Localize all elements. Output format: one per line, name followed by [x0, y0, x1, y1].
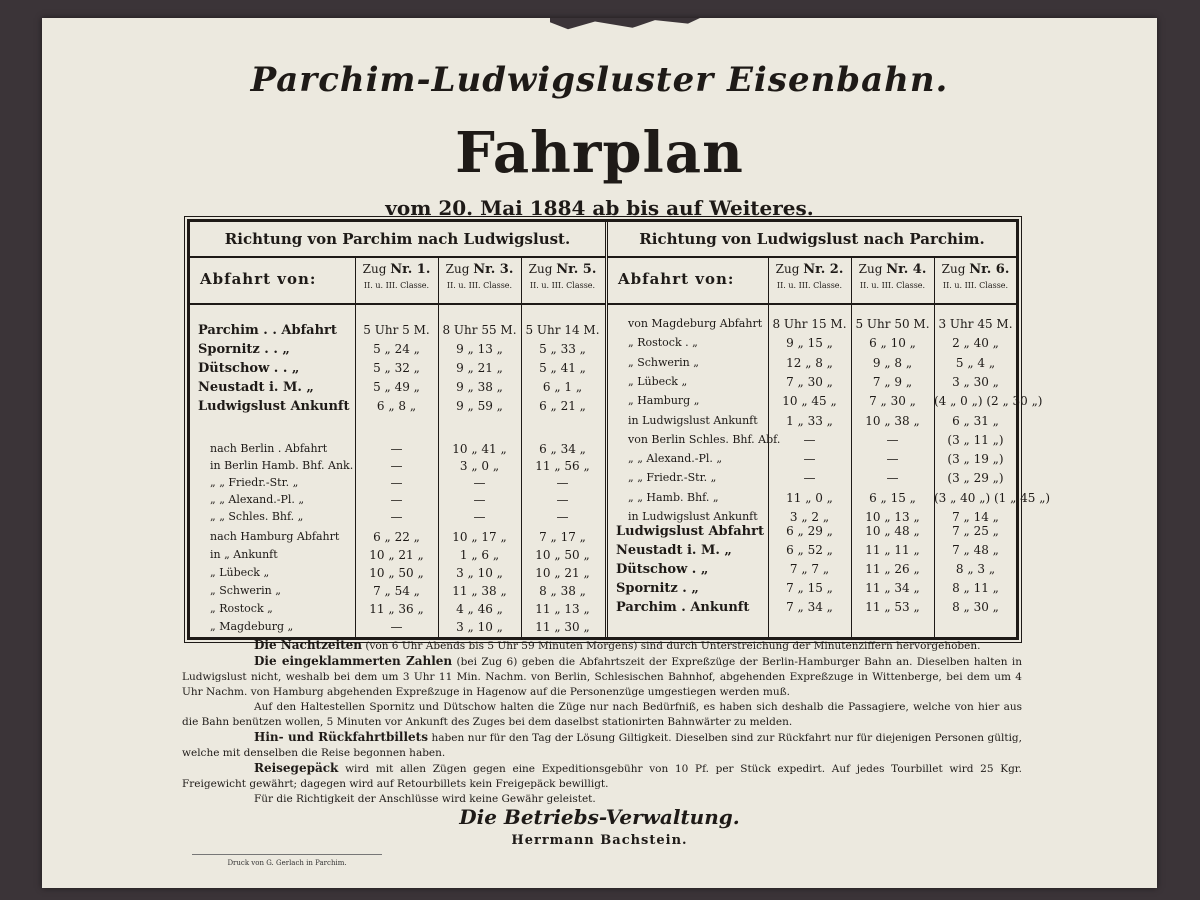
- time-cell: (3 „ 40 „) (1 „ 45 „): [934, 490, 1051, 505]
- right-timetable: [608, 222, 1051, 637]
- time-cell: 2 „ 40 „: [952, 336, 999, 351]
- abfahrt-label: Abfahrt von:: [618, 270, 735, 288]
- time-cell: 6 „ 52 „: [786, 543, 833, 557]
- station-label: „ „ Friedr.-Str. „: [628, 471, 717, 485]
- zug-label: Zug: [362, 262, 387, 276]
- station-label: von Berlin Schles. Bhf. Abf.: [628, 432, 781, 446]
- time-cell: —: [390, 493, 403, 507]
- train-number: Nr. 1.: [390, 262, 431, 277]
- time-cell: 8 „ 11 „: [952, 581, 999, 595]
- time-cell: 11 „ 30 „: [535, 620, 590, 634]
- time-cell: 7 „ 17 „: [539, 530, 586, 544]
- station-label: Parchim . Ankunft: [616, 600, 750, 615]
- station-label: Spornitz . . „: [198, 342, 290, 357]
- zug-label: Zug: [528, 262, 553, 276]
- train-number: Nr. 5.: [556, 262, 597, 277]
- left-timetable: [190, 222, 608, 637]
- time-cell: 10 „ 48 „: [865, 524, 920, 538]
- time-cell: —: [556, 510, 569, 524]
- time-cell: 7 „ 25 „: [952, 524, 999, 538]
- time-cell: 7 „ 9 „: [872, 374, 913, 389]
- time-cell: 5 „ 24 „: [373, 342, 420, 356]
- train-header: [521, 262, 604, 290]
- station-label: Neustadt i. M. „: [616, 543, 732, 558]
- train-number: Nr. 6.: [969, 262, 1010, 277]
- class-label: II. u. III. Classe.: [776, 281, 843, 290]
- time-cell: 8 Uhr 15 M.: [772, 317, 847, 331]
- station-label: „ Lübeck „: [628, 374, 688, 388]
- time-cell: 10 „ 13 „: [865, 510, 920, 524]
- note-return-tickets: [182, 730, 1022, 761]
- train-header: [934, 262, 1017, 290]
- station-label: nach Berlin . Abfahrt: [210, 442, 328, 455]
- time-cell: 10 „ 17 „: [452, 530, 507, 544]
- time-cell: (3 „ 11 „): [947, 432, 1004, 447]
- time-cell: 10 „ 21 „: [369, 548, 424, 562]
- timetable-poster: [42, 18, 1157, 888]
- time-cell: 7 „ 7 „: [789, 562, 830, 576]
- station-label: „ „ Schles. Bhf. „: [210, 510, 304, 523]
- time-cell: 8 „ 38 „: [539, 584, 586, 598]
- station-label: Ludwigslust Abfahrt: [616, 524, 764, 539]
- time-cell: —: [886, 452, 899, 467]
- time-cell: 8 „ 30 „: [952, 600, 999, 614]
- time-cell: —: [556, 476, 569, 490]
- train-header: [768, 262, 851, 290]
- time-cell: 11 „ 38 „: [452, 584, 507, 598]
- station-label: in Berlin Hamb. Bhf. Ank.: [210, 459, 354, 472]
- time-cell: 7 „ 30 „: [786, 374, 833, 389]
- station-label: Parchim . . Abfahrt: [198, 323, 337, 338]
- time-cell: 5 „ 4 „: [955, 355, 996, 370]
- time-cell: 9 „ 21 „: [456, 361, 503, 375]
- class-label: II. u. III. Classe.: [859, 281, 926, 290]
- train-header: [851, 262, 934, 290]
- time-cell: 6 „ 22 „: [373, 530, 420, 544]
- station-label: in „ Ankunft: [210, 548, 278, 561]
- direction-heading-right: Richtung von Ludwigslust nach Parchim.: [608, 222, 1016, 258]
- time-cell: —: [390, 510, 403, 524]
- class-label: II. u. III. Classe.: [446, 281, 513, 290]
- time-cell: 7 „ 54 „: [373, 584, 420, 598]
- time-cell: 6 „ 10 „: [869, 336, 916, 351]
- time-cell: 9 „ 15 „: [786, 336, 833, 351]
- time-cell: —: [390, 459, 403, 473]
- notes-section: [182, 638, 1022, 807]
- time-cell: 5 „ 49 „: [373, 380, 420, 394]
- zug-label: Zug: [941, 262, 966, 276]
- time-cell: 7 „ 48 „: [952, 543, 999, 557]
- station-label: „ „ Alexand.-Pl. „: [628, 452, 723, 466]
- time-cell: —: [473, 493, 486, 507]
- direction-heading-left: Richtung von Parchim nach Ludwigslust.: [190, 222, 605, 258]
- time-cell: 5 Uhr 50 M.: [855, 317, 930, 331]
- time-cell: 3 „ 30 „: [952, 374, 999, 389]
- time-cell: 11 „ 36 „: [369, 602, 424, 616]
- time-cell: 5 Uhr 5 M.: [363, 323, 430, 337]
- time-cell: 6 „ 29 „: [786, 524, 833, 538]
- time-cell: 8 Uhr 55 M.: [442, 323, 517, 337]
- note-heading: Reisegepäck: [254, 761, 339, 775]
- time-cell: 10 „ 50 „: [369, 566, 424, 580]
- note-text: haben nur für den Tag der Lösung Giltigkeit. Dieselben sind zur Rückfahrt nur für diejenigen Personen gültig, welche mit denselben die Reise begonnen haben.: [182, 732, 1022, 759]
- note-heading: Hin- und Rückfahrtbillets: [254, 730, 428, 744]
- time-cell: 5 „ 33 „: [539, 342, 586, 356]
- station-label: von Magdeburg Abfahrt: [628, 317, 763, 330]
- station-label: „ Schwerin „: [210, 584, 281, 597]
- time-cell: 10 „ 21 „: [535, 566, 590, 580]
- note-text: (bei Zug 6) geben die Abfahrtszeit der Expreßzüge der Berlin-Hamburger Bahn an. Dieselben halten in Ludwigslust nicht, weshalb bei dem um 3 Uhr 11 Min. Nachm. von Berlin, Schlesischen Bahnhof, abgehenden Expreßzuge in Wittenberge, bei dem um 4 Uhr Nachm. von Hamburg abgehenden Expreßzuge in Hagenow auf die Personenzüge umgestiegen werden muß.: [182, 656, 1022, 698]
- time-cell: 6 „ 21 „: [539, 399, 586, 413]
- train-header: [438, 262, 521, 290]
- train-number: Nr. 4.: [886, 262, 927, 277]
- time-cell: 1 „ 33 „: [786, 413, 833, 428]
- class-label: II. u. III. Classe.: [529, 281, 596, 290]
- time-cell: 3 „ 10 „: [456, 566, 503, 580]
- station-label: „ Hamburg „: [628, 394, 700, 408]
- time-cell: —: [473, 510, 486, 524]
- time-cell: 10 „ 50 „: [535, 548, 590, 562]
- time-cell: —: [390, 620, 403, 634]
- time-cell: 5 „ 41 „: [539, 361, 586, 375]
- time-cell: 5 „ 32 „: [373, 361, 420, 375]
- time-cell: —: [390, 476, 403, 490]
- zug-label: Zug: [858, 262, 883, 276]
- time-cell: 11 „ 0 „: [786, 490, 833, 505]
- station-label: Neustadt i. M. „: [198, 380, 314, 395]
- station-label: „ Rostock „: [210, 602, 273, 615]
- time-cell: (4 „ 0 „) (2 „ 30 „): [934, 394, 1043, 409]
- note-text: Für die Richtigkeit der Anschlüsse wird keine Gewähr geleistet.: [254, 793, 596, 805]
- note-text: wird mit allen Zügen gegen eine Expeditionsgebühr von 10 Pf. per Stück expedirt. Auf jedes Tourbillet wird 25 Kgr. Freigewicht gewährt; dagegen wird auf Retourbillets kein Freigepäck bewilligt.: [182, 763, 1022, 790]
- time-cell: 6 „ 8 „: [376, 399, 417, 413]
- station-label: „ „ Alexand.-Pl. „: [210, 493, 305, 506]
- time-cell: —: [803, 432, 816, 447]
- station-label: „ Schwerin „: [628, 355, 699, 369]
- time-cell: 7 „ 34 „: [786, 600, 833, 614]
- time-cell: 9 „ 13 „: [456, 342, 503, 356]
- time-cell: 6 „ 1 „: [542, 380, 583, 394]
- station-label: in Ludwigslust Ankunft: [628, 413, 758, 427]
- class-label: II. u. III. Classe.: [942, 281, 1009, 290]
- time-cell: 7 „ 14 „: [952, 510, 999, 524]
- time-cell: —: [390, 442, 403, 456]
- time-cell: 3 Uhr 45 M.: [938, 317, 1013, 331]
- time-cell: 7 „ 30 „: [869, 394, 916, 409]
- time-cell: —: [886, 432, 899, 447]
- time-cell: 10 „ 45 „: [782, 394, 837, 409]
- time-cell: 10 „ 41 „: [452, 442, 507, 456]
- train-number: Nr. 2.: [803, 262, 844, 277]
- time-cell: 11 „ 13 „: [535, 602, 590, 616]
- note-heading: Die eingeklammerten Zahlen: [254, 654, 453, 668]
- time-cell: 8 „ 3 „: [955, 562, 996, 576]
- time-cell: 3 „ 0 „: [459, 459, 500, 473]
- validity-date: vom 20. Mai 1884 ab bis auf Weiteres.: [385, 196, 814, 220]
- station-label: „ Rostock . „: [628, 336, 698, 350]
- station-label: Dütschow . . „: [198, 361, 300, 376]
- station-label: nach Hamburg Abfahrt: [210, 530, 340, 543]
- note-bracketed: [182, 654, 1022, 700]
- time-cell: 12 „ 8 „: [786, 355, 833, 370]
- station-label: „ Lübeck „: [210, 566, 270, 579]
- time-cell: 6 „ 31 „: [952, 413, 999, 428]
- station-label: Ludwigslust Ankunft: [198, 399, 350, 414]
- station-label: „ „ Friedr.-Str. „: [210, 476, 299, 489]
- time-cell: —: [803, 471, 816, 486]
- time-cell: 10 „ 38 „: [865, 413, 920, 428]
- time-cell: 3 „ 10 „: [456, 620, 503, 634]
- timetable-frame: [187, 219, 1051, 640]
- time-cell: 9 „ 59 „: [456, 399, 503, 413]
- note-heading: Die Nachtzeiten: [254, 638, 363, 652]
- signature-org: Die Betriebs-Verwaltung.: [459, 805, 740, 829]
- time-cell: 5 Uhr 14 M.: [525, 323, 600, 337]
- time-cell: —: [473, 476, 486, 490]
- time-cell: 1 „ 6 „: [459, 548, 500, 562]
- time-cell: 4 „ 46 „: [456, 602, 503, 616]
- time-cell: (3 „ 29 „): [947, 471, 1004, 486]
- time-cell: 11 „ 34 „: [865, 581, 920, 595]
- time-cell: 3 „ 2 „: [789, 510, 830, 524]
- time-cell: —: [803, 452, 816, 467]
- time-cell: —: [556, 493, 569, 507]
- time-cell: 11 „ 53 „: [865, 600, 920, 614]
- time-cell: 11 „ 26 „: [865, 562, 920, 576]
- station-label: Spornitz . „: [616, 581, 699, 596]
- page-title: Fahrplan: [455, 120, 744, 186]
- time-cell: 11 „ 56 „: [535, 459, 590, 473]
- abfahrt-label: Abfahrt von:: [200, 270, 317, 288]
- time-cell: (3 „ 19 „): [947, 452, 1004, 467]
- note-stops: [182, 700, 1022, 730]
- station-label: Dütschow . „: [616, 562, 709, 577]
- printer-imprint: Druck von G. Gerlach in Parchim.: [192, 854, 382, 867]
- zug-label: Zug: [775, 262, 800, 276]
- note-text: (von 6 Uhr Abends bis 5 Uhr 59 Minuten Morgens) sind durch Unterstreichung der Minutenziffern hervorgehoben.: [362, 640, 981, 652]
- time-cell: 11 „ 11 „: [865, 543, 920, 557]
- time-cell: 9 „ 8 „: [872, 355, 913, 370]
- station-label: in Ludwigslust Ankunft: [628, 510, 758, 523]
- time-cell: —: [886, 471, 899, 486]
- class-label: II. u. III. Classe.: [363, 281, 430, 290]
- railway-name: Parchim-Ludwigsluster Eisenbahn.: [250, 60, 949, 100]
- time-cell: 7 „ 15 „: [786, 581, 833, 595]
- note-night-times: [182, 638, 1022, 654]
- time-cell: 9 „ 38 „: [456, 380, 503, 394]
- note-text: Auf den Haltestellen Spornitz und Dütschow halten die Züge nur nach Bedürfniß, es haben sich deshalb die Passagiere, welche von hier aus die Bahn benützen wollen, 5 Minuten vor Ankunft des Zuges bei dem daselbst stationirten Bahnwärter zu melden.: [182, 701, 1022, 728]
- note-luggage: [182, 761, 1022, 792]
- station-label: „ Magdeburg „: [210, 620, 294, 633]
- signature-name: Herrmann Bachstein.: [511, 833, 688, 848]
- train-number: Nr. 3.: [473, 262, 514, 277]
- zug-label: Zug: [445, 262, 470, 276]
- time-cell: 6 „ 34 „: [539, 442, 586, 456]
- train-header: [355, 262, 438, 290]
- time-cell: 6 „ 15 „: [869, 490, 916, 505]
- station-label: „ „ Hamb. Bhf. „: [628, 490, 719, 504]
